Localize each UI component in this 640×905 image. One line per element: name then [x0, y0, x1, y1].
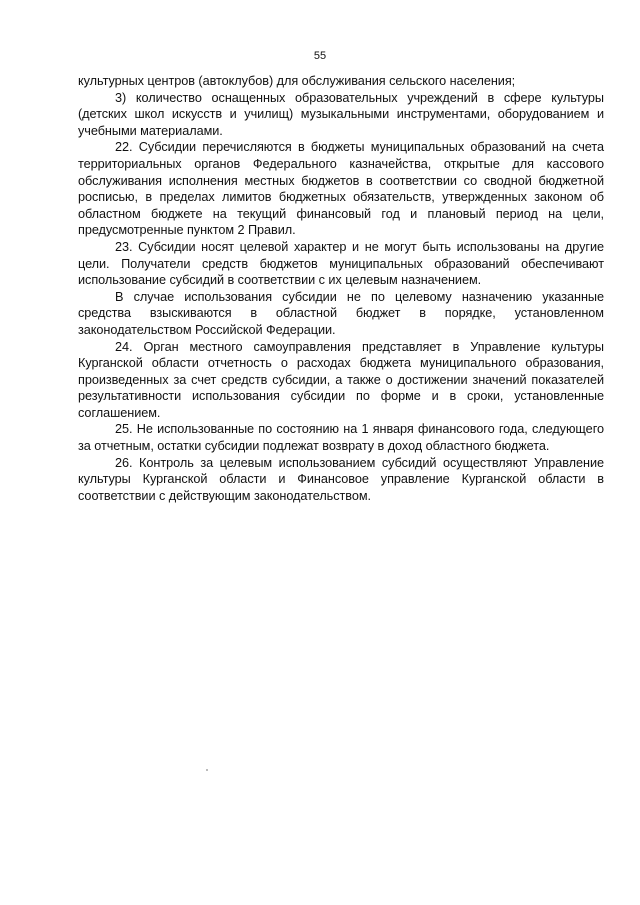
paragraph-clause-23: 23. Субсидии носят целевой характер и не могут быть использованы на другие цели. Получатели средств бюджетов муниципальных образований обеспечивают использование субсидий в соответствии с их целевым назначением.	[78, 239, 604, 288]
paragraph-clause-26: 26. Контроль за целевым использованием субсидий осуществляют Управление культуры Курганской области и Финансовое управление Курганской области в соответствии с действующим законодательством.	[78, 455, 604, 503]
document-body	[78, 73, 604, 504]
paragraph-item-3: 3) количество оснащенных образовательных учреждений в сфере культуры (детских школ искусств и училищ) музыкальными инструментами, оборудованием и учебными материалами.	[78, 90, 604, 138]
scan-speck	[206, 769, 208, 771]
paragraph-continuation: культурных центров (автоклубов) для обслуживания сельского населения;	[78, 74, 516, 88]
paragraph-clause-25: 25. Не использованные по состоянию на 1 января финансового года, следующего за отчетным, остатки субсидии подлежат возврату в доход областного бюджета.	[78, 422, 604, 454]
paragraph-clause-24: 24. Орган местного самоуправления представляет в Управление культуры Курганской области отчетность о расходах бюджета муниципального образования, произведенных за счет средств субсидии, а также о достижении значений показателей результативности использования субсидии по форме и в сроки, установленные соглашением.	[78, 339, 604, 420]
page-number: 55	[313, 50, 327, 62]
paragraph-clause-22: 22. Субсидии перечисляются в бюджеты муниципальных образований на счета территориальных органов Федерального казначейства, открытые для кассового обслуживания исполнения местных бюджетов в соответствии со сводной бюджетной росписью, в пределах лимитов бюджетных обязательств, утвержденных законом об областном бюджете на текущий финансовый год и плановый период на цели, предусмотренные пунктом 2 Правил.	[78, 140, 604, 238]
paragraph-misuse: В случае использования субсидии не по целевому назначению указанные средства взыскиваются в областной бюджет в порядке, установленном законодательством Российской Федерации.	[78, 289, 604, 337]
